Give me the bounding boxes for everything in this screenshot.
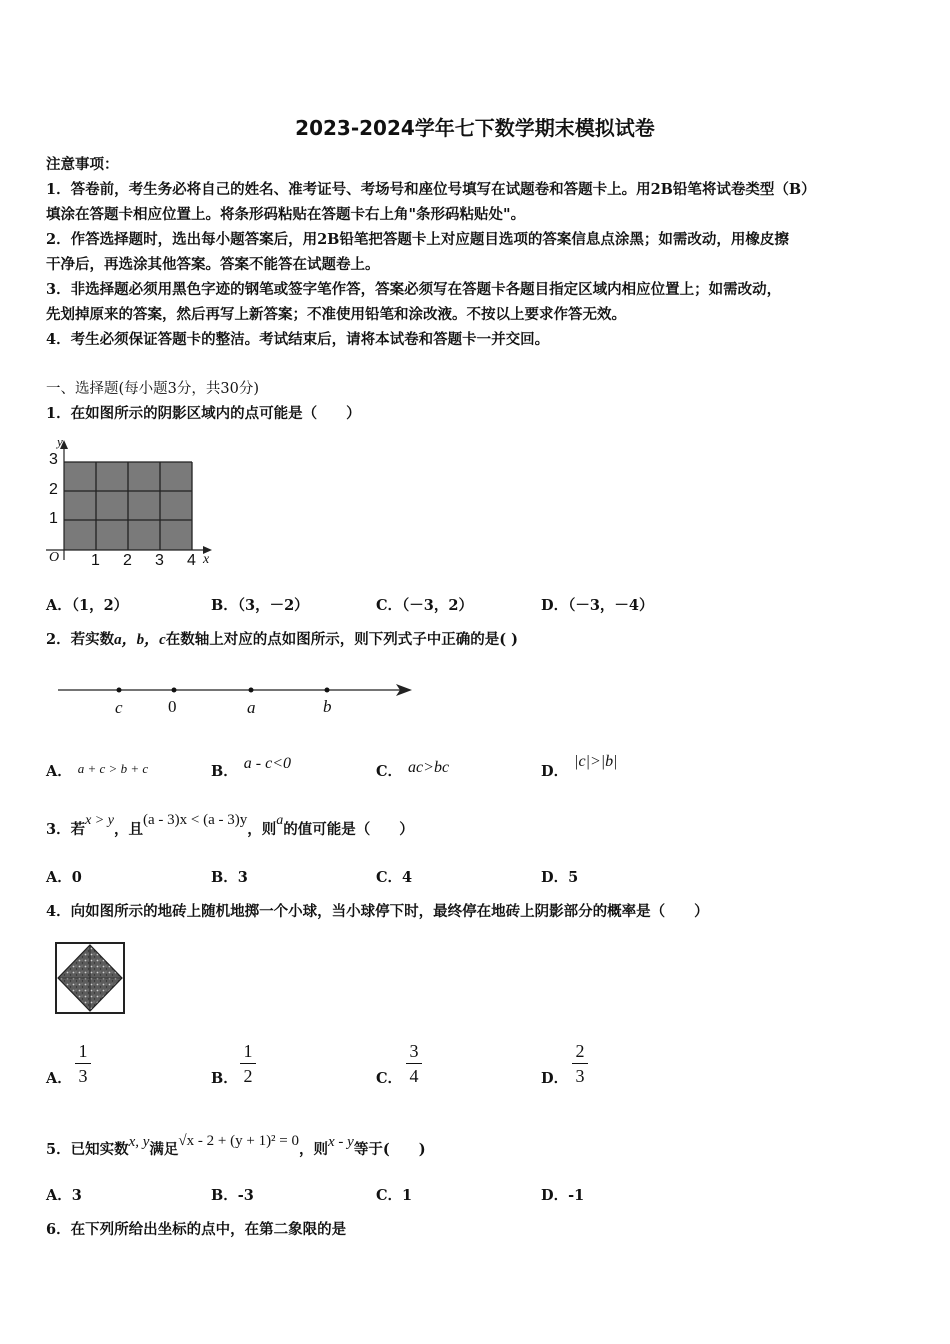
q3-math: (a - 3)x < (a - 3)y — [142, 812, 248, 828]
point-b — [325, 688, 330, 693]
q5-math: x, y — [128, 1134, 150, 1150]
q2-stem-vars: a，b，c — [114, 632, 166, 648]
q5-text: 5．已知实数 — [46, 1141, 129, 1158]
point-c — [117, 688, 122, 693]
q2-option-b[interactable] — [211, 755, 291, 781]
notice-line: 2．作答选择题时，选出每小题答案后，用2B铅笔把答题卡上对应题目选项的答案信息点涂黑；如需改动，用橡皮擦 — [46, 231, 789, 248]
label-a: a — [247, 698, 256, 717]
question-4-stem: 4．向如图所示的地砖上随机地掷一个小球，当小球停下时，最终停在地砖上阴影部分的概率是（ ） — [46, 903, 709, 920]
q4-option-b-letter[interactable]: B． — [211, 1070, 238, 1087]
q3-option-a[interactable]: A．0 — [46, 869, 82, 886]
q1-option-a[interactable]: A．（1，2） — [46, 597, 129, 614]
q3-math: x > y — [85, 813, 114, 828]
x-tick: 3 — [155, 552, 164, 569]
q4-tile-figure — [54, 941, 126, 1015]
option-letter: C． — [376, 763, 403, 780]
question-5-stem — [46, 1133, 426, 1159]
q4-option-b-fraction[interactable]: 1 2 — [240, 1041, 256, 1086]
q1-graph — [40, 434, 222, 574]
question-2-stem — [46, 628, 518, 649]
q2-option-c[interactable] — [376, 760, 449, 781]
y-tick: 2 — [49, 481, 58, 498]
q5-option-a[interactable]: A．3 — [46, 1187, 82, 1204]
q5-option-b[interactable]: B．-3 — [211, 1187, 254, 1204]
notice-heading: 注意事项： — [46, 156, 119, 173]
notice-line: 先划掉原来的答案，然后再写上新答案；不准使用铅笔和涂改液。不按以上要求作答无效。 — [46, 306, 626, 323]
q5-math: x - y — [328, 1134, 354, 1150]
q5-text: ，则 — [299, 1141, 329, 1158]
label-c: c — [115, 698, 123, 717]
x-axis-label: x — [203, 552, 210, 567]
q4-option-a-fraction[interactable]: 1 3 — [75, 1041, 91, 1086]
x-tick: 2 — [123, 552, 132, 569]
question-6-stem: 6．在下列所给出坐标的点中，在第二象限的是 — [46, 1221, 347, 1238]
option-letter: D． — [541, 763, 569, 780]
section-heading: 一、选择题(每小题3分，共30分) — [46, 381, 259, 397]
q1-option-c[interactable]: C．（－3，2） — [376, 597, 473, 614]
q4-option-d-fraction[interactable]: 2 3 — [572, 1041, 588, 1086]
page-title: 2023-2024学年七下数学期末模拟试卷 — [295, 116, 655, 140]
q2-stem-suffix: 在数轴上对应的点如图所示，则下列式子中正确的是( ) — [165, 631, 519, 648]
label-b: b — [323, 697, 332, 716]
y-tick: 1 — [49, 510, 58, 527]
option-expression: a - c<0 — [243, 755, 291, 772]
q3-option-d[interactable]: D．5 — [541, 869, 579, 886]
q3-text: ，且 — [113, 821, 143, 838]
q3-math: a — [276, 813, 284, 828]
point-a — [249, 688, 254, 693]
notice-line: 干净后，再选涂其他答案。答案不能答在试题卷上。 — [46, 256, 380, 273]
notice-line: 4．考生必须保证答题卡的整洁。考试结束后，请将本试卷和答题卡一并交回。 — [46, 331, 550, 348]
q2-number-line — [56, 678, 416, 722]
q4-option-c-fraction[interactable]: 3 4 — [406, 1041, 422, 1086]
q4-option-a-letter[interactable]: A． — [46, 1070, 72, 1087]
q5-text: 等于( ) — [353, 1141, 426, 1158]
question-3-stem — [46, 812, 414, 839]
q4-option-c-letter[interactable]: C． — [376, 1070, 403, 1087]
q3-text: 的值可能是（ ） — [283, 821, 414, 838]
q1-option-d[interactable]: D．（－3，－4） — [541, 597, 654, 614]
q5-option-c[interactable]: C．1 — [376, 1187, 413, 1204]
q3-option-c[interactable]: C．4 — [376, 869, 413, 886]
q4-option-d-letter[interactable]: D． — [541, 1070, 569, 1087]
option-letter: A． — [46, 763, 72, 780]
q2-option-d[interactable] — [541, 753, 618, 781]
option-expression: |c|>|b| — [574, 753, 618, 770]
q5-text: 满足 — [149, 1141, 179, 1158]
q1-option-b[interactable]: B．（3，－2） — [211, 597, 309, 614]
x-tick: 1 — [91, 552, 100, 569]
label-zero: 0 — [168, 697, 177, 716]
notice-line: 填涂在答题卡相应位置上。将条形码粘贴在答题卡右上角"条形码粘贴处"。 — [46, 206, 526, 223]
q3-text: ，则 — [247, 821, 277, 838]
y-axis-label: y — [57, 434, 63, 449]
point-zero — [172, 688, 177, 693]
y-tick: 3 — [49, 451, 58, 468]
q3-text: 3．若 — [46, 821, 86, 838]
question-1-stem: 1．在如图所示的阴影区域内的点可能是（ ） — [46, 405, 361, 422]
q2-option-a[interactable] — [46, 760, 148, 781]
option-expression: a + c > b + c — [77, 761, 149, 776]
origin-label: O — [49, 550, 60, 565]
notice-line: 3．非选择题必须用黑色字迹的钢笔或签字笔作答，答案必须写在答题卡各题目指定区域内相应位置上；如需改动， — [46, 281, 782, 298]
q5-option-d[interactable]: D．-1 — [541, 1187, 585, 1204]
option-letter: B． — [211, 763, 238, 780]
option-expression: ac>bc — [408, 759, 450, 776]
q3-option-b[interactable]: B．3 — [211, 869, 248, 886]
q2-stem-prefix: 2．若实数 — [46, 631, 115, 648]
q5-math: √x - 2 + (y + 1)² = 0 — [178, 1133, 300, 1149]
x-tick: 4 — [187, 552, 196, 569]
notice-line: 1．答卷前，考生务必将自己的姓名、准考证号、考场号和座位号填写在试题卷和答题卡上。用2B铅笔将试卷类型（B） — [46, 181, 816, 198]
